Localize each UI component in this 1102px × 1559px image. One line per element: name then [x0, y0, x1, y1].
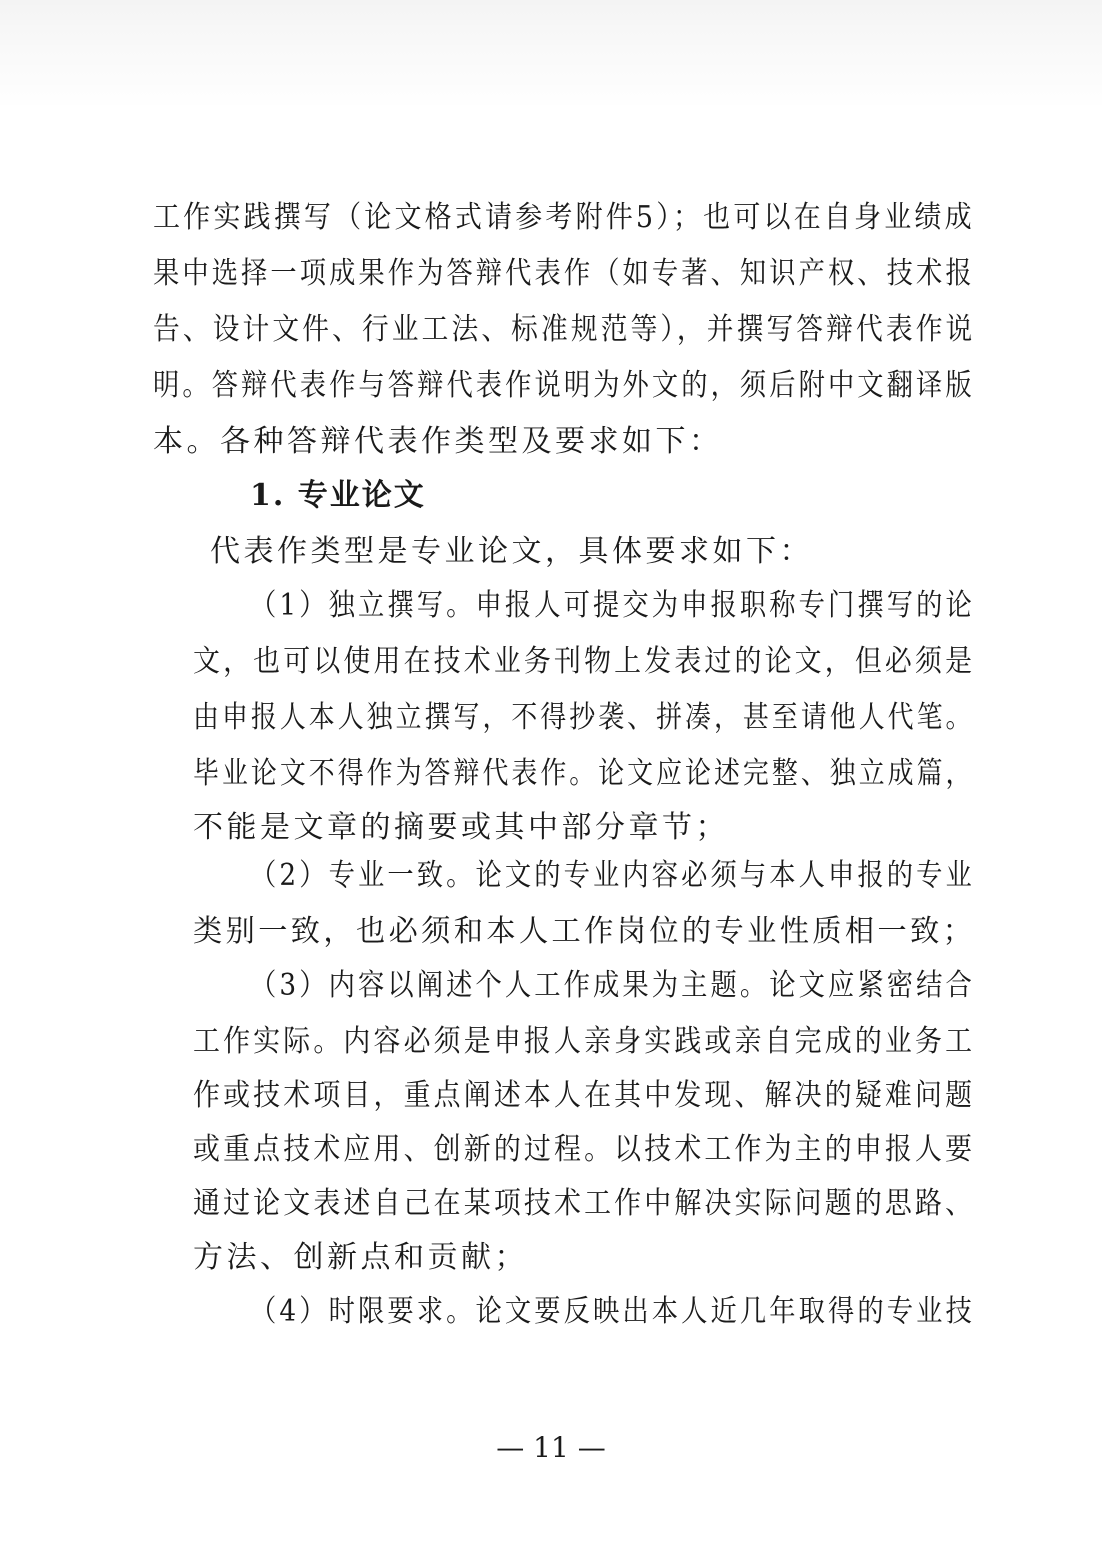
item-1-line: 毕业论文不得作为答辩代表作。论文应论述完整、独立成篇， [193, 756, 975, 791]
body-line: 工作实践撰写（论文格式请参考附件5）；也可以在自身业绩成 [153, 200, 975, 235]
body-line: 本。各种答辩代表作类型及要求如下： [153, 424, 723, 459]
item-3-line: 作或技术项目，重点阐述本人在其中发现、解决的疑难问题 [193, 1078, 976, 1113]
body-line: 明。答辩代表作与答辩代表作说明为外文的，须后附中文翻译版 [153, 368, 975, 403]
item-3-line: 通过论文表述自己在某项技术工作中解决实际问题的思路、 [193, 1186, 976, 1221]
item-3-line: （3）内容以阐述个人工作成果为主题。论文应紧密结合 [250, 968, 975, 1003]
item-1-line: 由申报人本人独立撰写，不得抄袭、拼凑，甚至请他人代笔。 [193, 700, 975, 735]
page-number: — 11 — [496, 1431, 606, 1464]
body-line: 告、设计文件、行业工法、标准规范等），并撰写答辩代表作说 [153, 312, 976, 347]
intro-line: 代表作类型是专业论文，具体要求如下： [210, 534, 813, 569]
item-3-line: 或重点技术应用、创新的过程。以技术工作为主的申报人要 [193, 1132, 976, 1167]
item-1-line: （1）独立撰写。申报人可提交为申报职称专门撰写的论 [250, 588, 975, 623]
body-line: 果中选择一项成果作为答辩代表作（如专著、知识产权、技术报 [153, 256, 975, 291]
item-4-line: （4）时限要求。论文要反映出本人近几年取得的专业技 [250, 1294, 975, 1329]
item-1-line: 文，也可以使用在技术业务刊物上发表过的论文，但必须是 [193, 644, 976, 679]
item-2-line: （2）专业一致。论文的专业内容必须与本人申报的专业 [250, 858, 975, 893]
item-2-line: 类别一致，也必须和本人工作岗位的专业性质相一致； [193, 914, 976, 949]
section-heading: 1. 专业论文 [250, 478, 426, 513]
item-1-line: 不能是文章的摘要或其中部分章节； [193, 810, 729, 845]
item-3-line: 方法、创新点和贡献； [193, 1240, 528, 1275]
item-3-line: 工作实际。内容必须是申报人亲身实践或亲自完成的业务工 [193, 1024, 976, 1059]
